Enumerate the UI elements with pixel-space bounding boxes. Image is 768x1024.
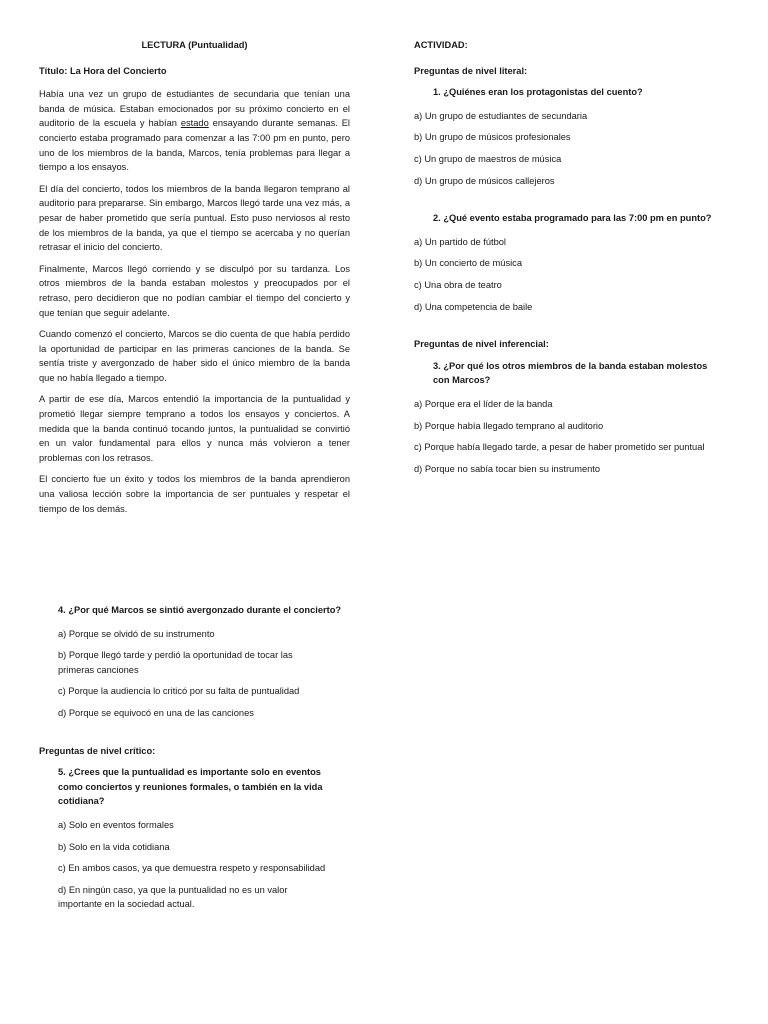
option-5b: b) Solo en la vida cotidiana xyxy=(58,841,170,852)
question-5-options xyxy=(39,818,359,912)
option-2a: a) Un partido de fútbol xyxy=(414,236,506,247)
paragraph-1-end: ensayando durante semanas. El concierto estaba programado para comenzar a las 7:00 pm en punto, pero uno de los miembros de la banda, Marcos, tenía problemas para llegar a tiempo a los ensayos. xyxy=(39,118,350,173)
option-5c: c) En ambos casos, ya que demuestra respeto y responsabilidad xyxy=(58,863,326,874)
story-title: Título: La Hora del Concierto xyxy=(39,65,167,76)
reading-heading: LECTURA (Puntualidad) xyxy=(141,40,248,50)
option-4a: a) Porque se olvidó de su instrumento xyxy=(58,628,215,639)
paragraph-1 xyxy=(39,87,350,175)
paragraph-3: Finalmente, Marcos llegó corriendo y se disculpó por su tardanza. Los otros miembros de la banda estaban molestos y preocupados por el retraso, pero decidieron que no podían cambiar el tiempo del concierto y que tenían que seguir adelante. xyxy=(39,263,350,318)
reading-column xyxy=(39,38,350,523)
paragraph-5: A partir de ese día, Marcos entendió la importancia de la puntualidad y prometió llegar siempre temprano a todos los ensayos y conciertos. A medida que la banda continuó tocando juntos, la puntualidad se convirtió en un valor fundamental para ellos y nunca más volvieron a tener problemas con los retrasos. xyxy=(39,394,350,463)
option-4b: b) Porque llegó tarde y perdió la oportunidad de tocar las primeras canciones xyxy=(58,650,293,675)
option-4d: d) Porque se equivocó en una de las canciones xyxy=(58,707,254,718)
option-2b: b) Un concierto de música xyxy=(414,258,522,269)
question-2: 2. ¿Qué evento estaba programado para las 7:00 pm en punto? xyxy=(433,213,712,224)
question-3: 3. ¿Por qué los otros miembros de la banda estaban molestos con Marcos? xyxy=(433,360,708,386)
question-2-options xyxy=(414,235,724,314)
paragraph-4: Cuando comenzó el concierto, Marcos se dio cuenta de que había perdido la oportunidad de participar en las primeras canciones de la banda. Se sentía triste y avergonzado de haber sido el único miembro de la banda que no había llegado a tiempo. xyxy=(39,329,350,383)
paragraph-2: El día del concierto, todos los miembros de la banda llegaron temprano al auditorio para prepararse. Sin embargo, Marcos llegó tarde una vez más, a pesar de haber prometido que sería puntual. Esto puso nerviosos al resto de los miembros de la banda, ya que el tiempo se acercaba y no querían retrasar el inicio del concierto. xyxy=(39,183,350,253)
paragraph-6: El concierto fue un éxito y todos los miembros de la banda aprendieron una valiosa lección sobre la importancia de ser puntuales y respetar el tiempo de los demás. xyxy=(39,474,350,514)
underlined-word: estado xyxy=(180,118,209,129)
question-5: 5. ¿Crees que la puntualidad es importante solo en eventos como conciertos y reuniones formales, o también en la vida cotidiana? xyxy=(58,767,323,807)
paragraph-1-start: Había una vez un grupo de estudiantes de secundaria que tenían una banda de música. Estaban emocionados por su próximo concierto en el auditorio de la escuela y habían xyxy=(39,89,350,129)
option-1d: d) Un grupo de músicos callejeros xyxy=(414,175,555,186)
option-3b: b) Porque había llegado temprano al auditorio xyxy=(414,420,604,431)
question-4: 4. ¿Por qué Marcos se sintió avergonzado durante el concierto? xyxy=(58,605,342,615)
option-1b: b) Un grupo de músicos profesionales xyxy=(414,132,571,143)
activity-heading: ACTIVIDAD: xyxy=(414,40,468,50)
option-3d: d) Porque no sabía tocar bien su instrumento xyxy=(414,463,601,474)
option-5a: a) Solo en eventos formales xyxy=(58,819,174,830)
question-1: 1. ¿Quiénes eran los protagonistas del cuento? xyxy=(433,87,643,98)
activity-continued xyxy=(39,603,359,919)
question-3-options xyxy=(414,397,724,476)
option-3a: a) Porque era el líder de la banda xyxy=(414,398,553,409)
option-2d: d) Una competencia de baile xyxy=(414,301,533,312)
critical-heading: Preguntas de nivel crítico: xyxy=(39,745,156,756)
option-2c: c) Una obra de teatro xyxy=(414,279,502,290)
option-4c: c) Porque la audiencia lo criticó por su falta de puntualidad xyxy=(58,686,300,697)
option-1c: c) Un grupo de maestros de música xyxy=(414,153,562,164)
inferential-heading: Preguntas de nivel inferencial: xyxy=(414,339,549,350)
question-1-options xyxy=(414,109,724,188)
option-1a: a) Un grupo de estudiantes de secundaria xyxy=(414,110,588,121)
activity-column xyxy=(414,38,724,483)
option-5d: d) En ningún caso, ya que la puntualidad no es un valor importante en la sociedad actual. xyxy=(58,884,288,910)
option-3c: c) Porque había llegado tarde, a pesar de haber prometido ser puntual xyxy=(414,442,705,453)
literal-heading: Preguntas de nivel literal: xyxy=(414,65,528,76)
question-4-options xyxy=(39,627,359,721)
